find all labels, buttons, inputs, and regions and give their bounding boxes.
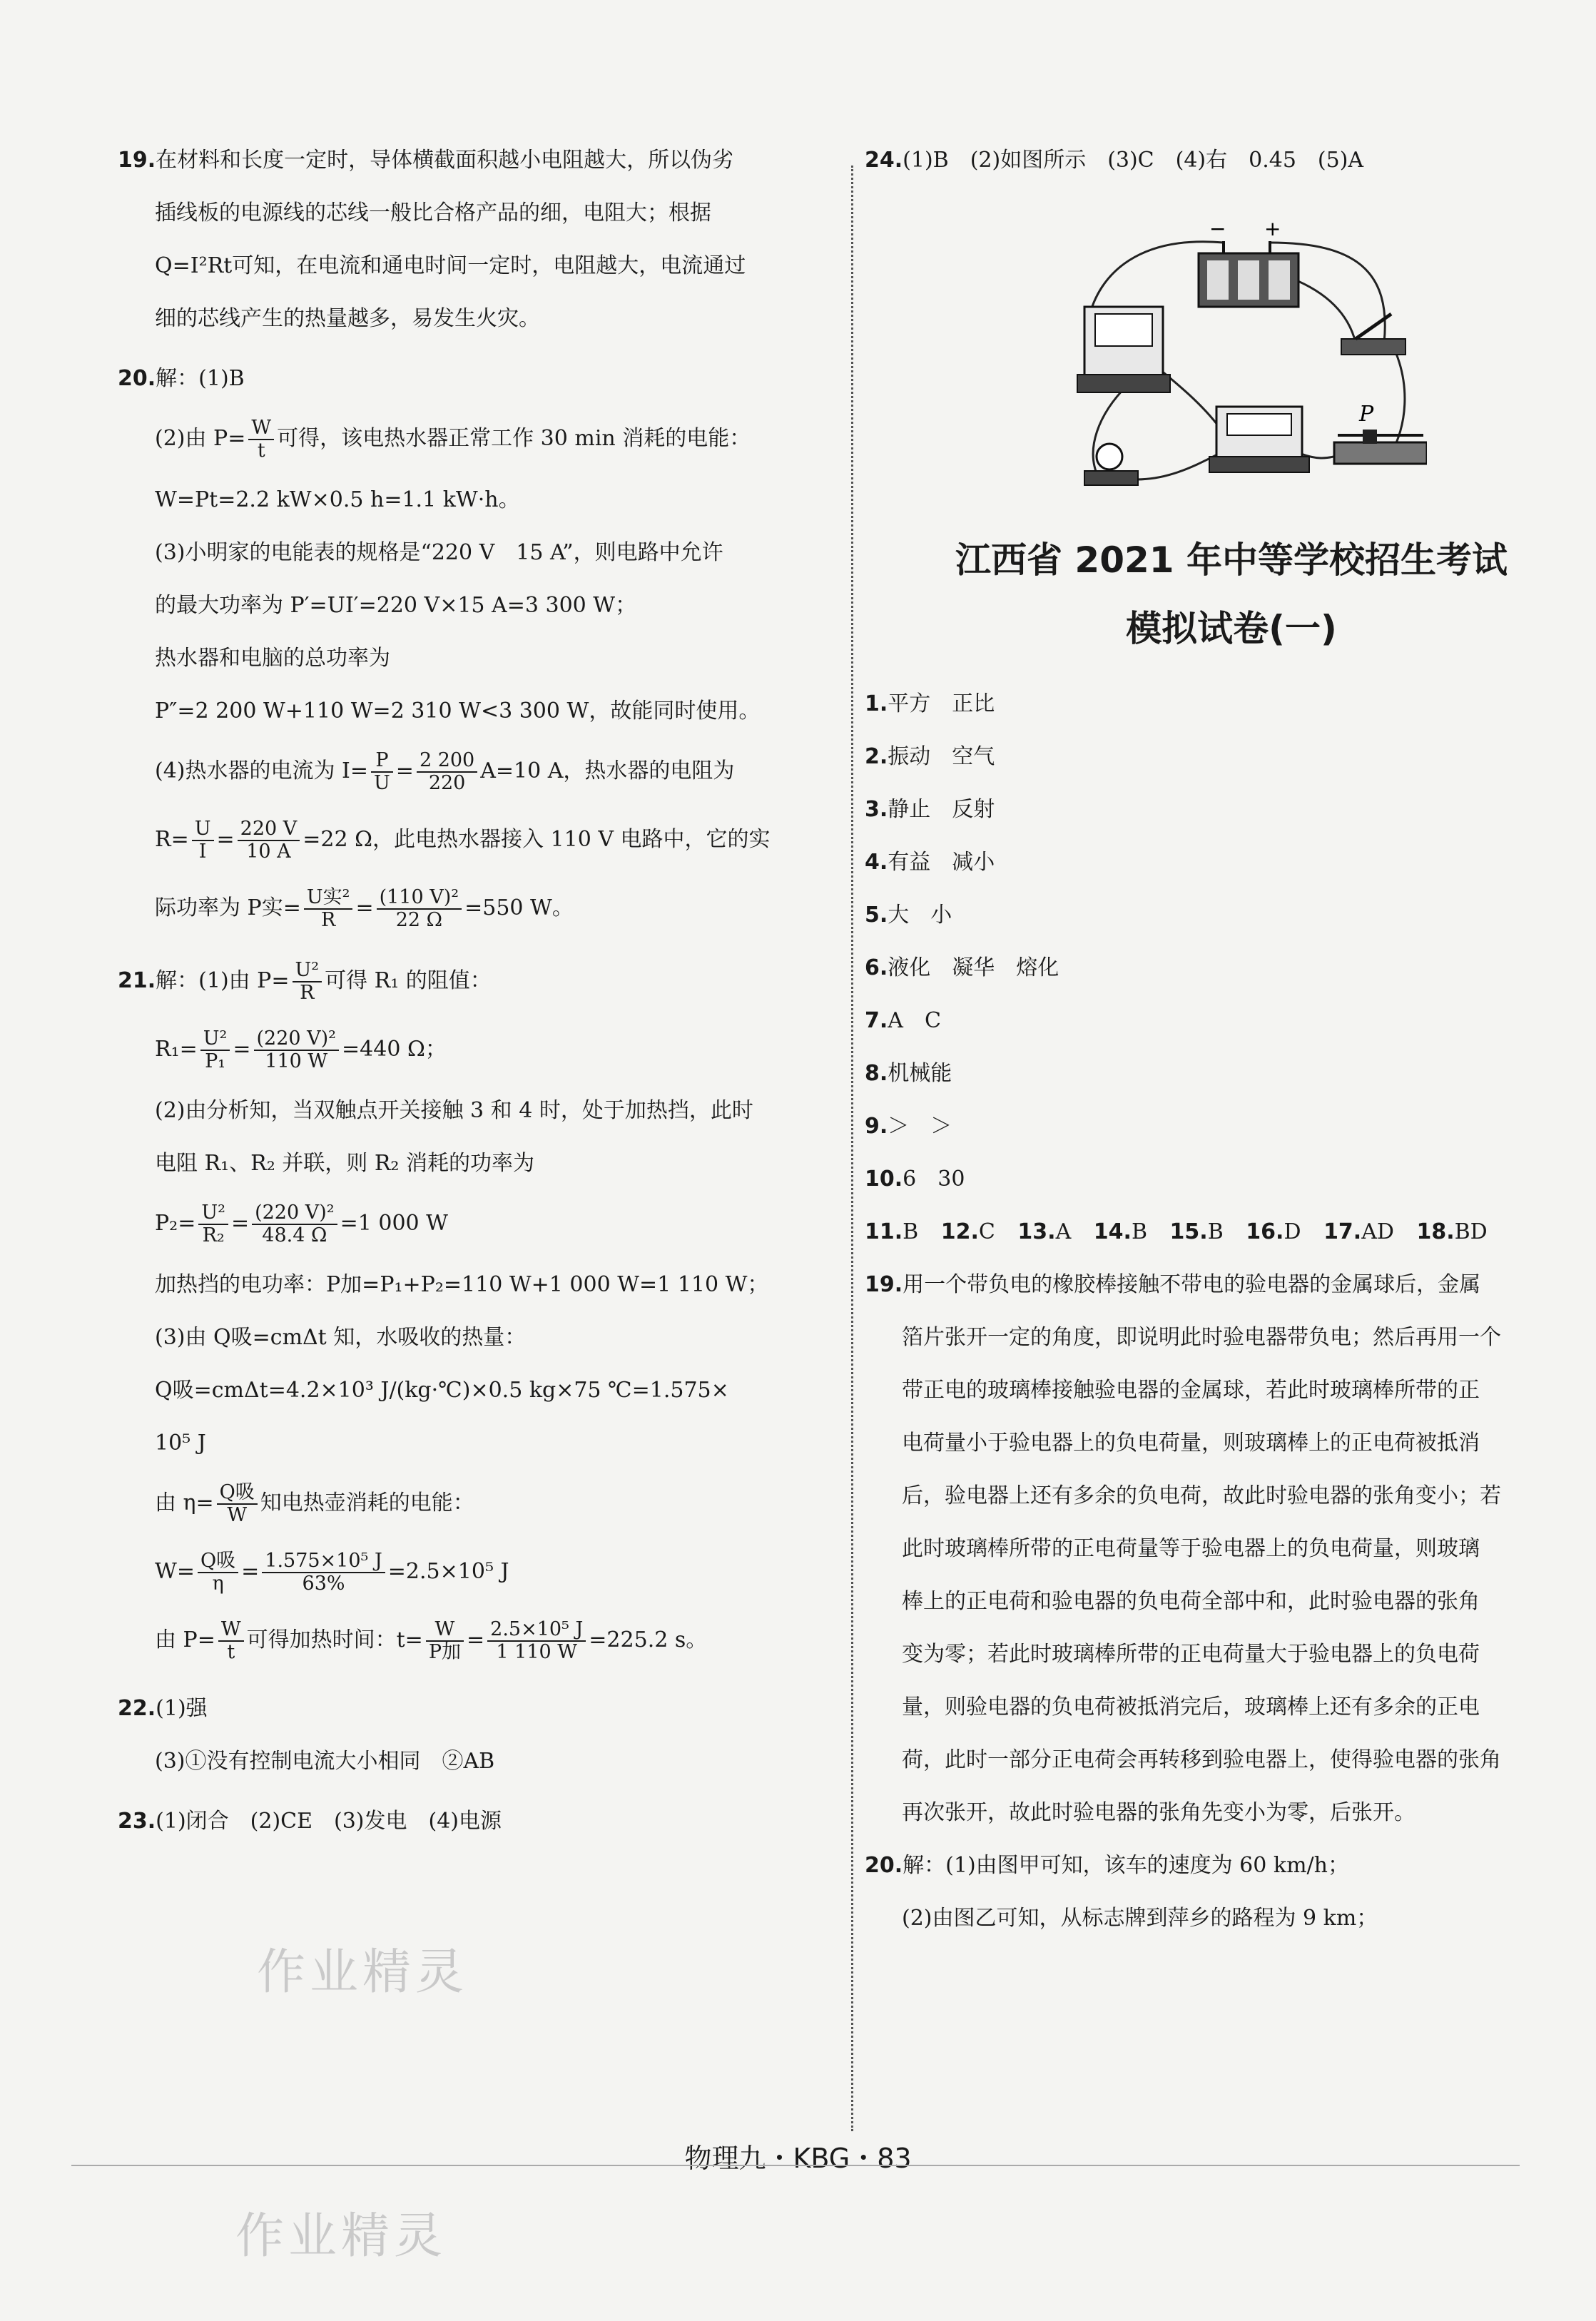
answer-line: (3)小明家的电能表的规格是“220 V 15 A”，则电路中允许 (155, 540, 723, 565)
ammeter-icon (1209, 407, 1309, 472)
question-number: 2. (865, 744, 888, 769)
question-21-left (118, 960, 845, 1663)
text: = (233, 1037, 251, 1062)
text: 可得 R₁ 的阻值： (325, 968, 492, 993)
answer-text: 大 小 (888, 903, 952, 928)
denominator: W (227, 1504, 248, 1526)
answer-line: (2)由分析知，当双触点开关接触 3 和 4 时，处于加热挡，此时 (155, 1098, 753, 1123)
question-number: 19. (118, 148, 156, 173)
fraction (377, 887, 462, 931)
choice-answer: A (1055, 1219, 1072, 1244)
formula-line (118, 1028, 845, 1072)
denominator: 22 Ω (395, 909, 443, 931)
denominator: 110 W (265, 1050, 328, 1072)
answer-line: (2)由图乙可知，从标志牌到萍乡的路程为 9 km； (902, 1906, 1378, 1931)
formula-line (118, 417, 845, 462)
question-number: 12. (940, 1219, 979, 1244)
denominator: P加 (428, 1641, 461, 1663)
answer-line: 的最大功率为 P′=UI′=220 V×15 A=3 300 W； (155, 593, 637, 618)
answer-line: Q=I²Rt可知，在电流和通电时间一定时，电阻越大，电流通过 (155, 253, 746, 278)
text: 际功率为 P实= (155, 895, 301, 920)
numerator: (220 V)² (254, 1028, 340, 1051)
question-number: 3. (865, 797, 888, 822)
numerator: U (192, 818, 214, 841)
fraction (417, 750, 477, 794)
answer-line: 量，则验电器的负电荷被抵消完后，玻璃棒上还有多余的正电 (902, 1695, 1480, 1720)
numerator: U² (200, 1028, 230, 1051)
fraction (200, 1028, 230, 1072)
answer-line: 细的芯线产生的热量越多，易发生火灾。 (155, 306, 540, 331)
text: =225.2 s。 (589, 1627, 708, 1652)
question-number: 8. (865, 1061, 888, 1086)
answer-text: 振动 空气 (888, 744, 995, 769)
denominator: 220 (428, 772, 466, 794)
question-number: 15. (1169, 1219, 1208, 1244)
question-number: 13. (1017, 1219, 1056, 1244)
text: = (241, 1559, 260, 1584)
numerator: 2 200 (417, 750, 477, 773)
choice-answer: B (1131, 1219, 1147, 1244)
answer-line: P″=2 200 W+110 W=2 310 W<3 300 W，故能同时使用。 (155, 699, 761, 723)
answer-line: 箔片张开一定的角度，即说明此时验电器带负电；然后再用一个 (902, 1325, 1501, 1350)
answer-line: (1)B (2)如图所示 (3)C (4)右 0.45 (5)A (903, 148, 1364, 173)
negative-terminal-label: − (1209, 217, 1226, 240)
numerator: (220 V)² (252, 1202, 337, 1225)
denominator: η (212, 1573, 224, 1595)
choice-answer: C (978, 1219, 995, 1244)
fraction (252, 1202, 337, 1246)
answer-line: 后，验电器上还有多余的负电荷，故此时验电器的张角变小；若 (902, 1483, 1501, 1508)
slider-label: P (1359, 402, 1374, 427)
text: 可得，该电热水器正常工作 30 min 消耗的电能： (277, 426, 751, 451)
denominator: 63% (302, 1573, 345, 1595)
answer-text: A C (888, 1008, 941, 1033)
denominator: R (300, 982, 315, 1004)
choice-answer: B (1207, 1219, 1224, 1244)
fill-in-answers (865, 690, 1596, 1194)
text: =1 000 W (340, 1211, 449, 1236)
battery-icon (1199, 241, 1298, 307)
left-column (118, 146, 845, 1836)
choice-answer: AD (1361, 1219, 1394, 1244)
answer-line: 电荷量小于验电器上的负电荷量，则玻璃棒上的正电荷被抵消 (902, 1431, 1480, 1456)
question-22-left (118, 1695, 845, 1776)
numerator: U实² (304, 887, 353, 910)
answer-text: 液化 凝华 熔化 (888, 955, 1059, 980)
question-number: 4. (865, 850, 888, 875)
answer-line: 棒上的正电荷和验电器的负电荷全部中和，此时验电器的张角 (902, 1589, 1480, 1614)
fraction (487, 1619, 586, 1663)
denominator: I (198, 840, 207, 863)
numerator: W (218, 1619, 244, 1642)
text: = (467, 1627, 485, 1652)
fraction (304, 887, 353, 931)
formula-line (118, 1550, 845, 1595)
answer-line: (3)①没有控制电流大小相同 ②AB (155, 1749, 495, 1774)
denominator: t (227, 1641, 235, 1663)
formula-line (118, 818, 845, 863)
numerator: Q吸 (217, 1482, 258, 1505)
answer-text: 6 30 (903, 1167, 965, 1192)
answer-line: Q吸=cmΔt=4.2×10³ J/(kg·℃)×0.5 kg×75 ℃=1.575× (155, 1378, 729, 1403)
page-footer: 物理九・KBG・83 (684, 2143, 912, 2174)
formula-line (118, 1619, 845, 1663)
text: (2)由 P= (155, 426, 246, 451)
question-23-left (118, 1807, 845, 1836)
formula-line (118, 1482, 845, 1526)
text: =550 W。 (464, 895, 574, 920)
answer-line: 荷，此时一部分正电荷会再转移到验电器上，使得验电器的张角 (902, 1747, 1501, 1772)
text: (4)热水器的电流为 I= (155, 758, 369, 783)
numerator: U² (198, 1202, 228, 1225)
answer-line: (1)强 (156, 1696, 208, 1721)
question-19-right (865, 1271, 1596, 1827)
text: =22 Ω，此电热水器接入 110 V 电路中，它的实 (303, 827, 771, 852)
question-number: 20. (865, 1853, 903, 1878)
text: W= (155, 1559, 195, 1584)
fraction (371, 750, 393, 794)
text: A=10 A，热水器的电阻为 (480, 758, 735, 783)
question-number: 5. (865, 903, 888, 928)
answer-text: 静止 反射 (888, 797, 995, 822)
formula-line (118, 960, 845, 1004)
text: R₁= (155, 1037, 198, 1062)
answer-line: 10⁵ J (155, 1431, 206, 1456)
positive-terminal-label: + (1264, 217, 1281, 240)
multiple-choice-answers (865, 1218, 1596, 1246)
answer-line: 热水器和电脑的总功率为 (155, 646, 390, 671)
text: 可得加热时间：t= (246, 1627, 423, 1652)
fraction (254, 1028, 340, 1072)
answer-text: ＞ ＞ (888, 1114, 952, 1139)
answer-line: 用一个带负电的橡胶棒接触不带电的验电器的金属球后，金属 (903, 1272, 1481, 1297)
fraction (192, 818, 214, 863)
numerator: 1.575×10⁵ J (262, 1550, 385, 1573)
exam-title: 江西省 2021 年中等学校招生考试 (955, 539, 1508, 581)
question-19-left (118, 146, 845, 333)
numerator: 220 V (238, 818, 300, 841)
fraction (238, 818, 300, 863)
choice-answer: B (903, 1219, 919, 1244)
rheostat-icon (1334, 430, 1427, 464)
fraction (198, 1550, 238, 1595)
denominator: U (374, 772, 390, 794)
numerator: Q吸 (198, 1550, 238, 1573)
question-number: 20. (118, 366, 156, 391)
question-number: 22. (118, 1696, 156, 1721)
answer-line: W=Pt=2.2 kW×0.5 h=1.1 kW·h。 (155, 487, 520, 512)
numerator: W (248, 417, 274, 440)
text: P₂= (155, 1211, 196, 1236)
question-number: 9. (865, 1114, 888, 1139)
answer-line: 解：(1)由图甲可知，该车的速度为 60 km/h； (903, 1853, 1349, 1878)
question-number: 16. (1246, 1219, 1284, 1244)
formula-line (118, 1202, 845, 1246)
footer-rule (71, 2165, 1520, 2166)
answer-line: 插线板的电源线的芯线一般比合格产品的细，电阻大；根据 (155, 200, 711, 225)
text: 解：(1)由 P= (156, 968, 290, 993)
question-number: 7. (865, 1008, 888, 1033)
question-number: 24. (865, 148, 903, 173)
circuit-diagram (1056, 214, 1427, 509)
switch-icon (1341, 314, 1406, 355)
question-20-left (118, 365, 845, 931)
question-number: 1. (865, 691, 888, 716)
text: = (395, 758, 414, 783)
voltmeter-icon (1077, 307, 1170, 392)
text: = (216, 827, 235, 852)
choice-answer: BD (1454, 1219, 1488, 1244)
answer-text: 机械能 (888, 1061, 952, 1086)
question-20-right (865, 1852, 1596, 1933)
answer-line: (1)闭合 (2)CE (3)发电 (4)电源 (156, 1809, 502, 1834)
watermark: 作业精灵 (235, 2208, 447, 2265)
denominator: 1 110 W (496, 1641, 578, 1663)
text: = (230, 1211, 250, 1236)
answer-line: 再次张开，故此时验电器的张角先变小为零，后张开。 (902, 1800, 1415, 1825)
choice-answer: D (1284, 1219, 1301, 1244)
denominator: 48.4 Ω (262, 1224, 327, 1246)
answer-line: 解：(1)B (156, 366, 245, 391)
text: =440 Ω； (342, 1037, 447, 1062)
formula-line (118, 887, 845, 931)
question-number: 17. (1323, 1219, 1362, 1244)
numerator: P (371, 750, 393, 773)
question-number: 6. (865, 955, 888, 980)
fraction (293, 960, 322, 1004)
exam-subtitle: 模拟试卷(一) (1126, 608, 1337, 649)
watermark: 作业精灵 (257, 1944, 469, 2001)
question-number: 19. (865, 1272, 903, 1297)
fraction (262, 1550, 385, 1595)
fraction (426, 1619, 464, 1663)
answer-line: 电阻 R₁、R₂ 并联，则 R₂ 消耗的功率为 (155, 1151, 534, 1176)
denominator: R (320, 909, 336, 931)
answer-line: 在材料和长度一定时，导体横截面积越小电阻越大，所以伪劣 (156, 148, 734, 173)
text: 知电热壶消耗的电能： (260, 1490, 474, 1515)
answer-line: 加热挡的电功率：P加=P₁+P₂=110 W+1 000 W=1 110 W； (155, 1272, 769, 1297)
numerator: (110 V)² (377, 887, 462, 910)
answer-text: 有益 减小 (888, 850, 995, 875)
numerator: 2.5×10⁵ J (487, 1619, 586, 1642)
formula-line (118, 750, 845, 794)
denominator: 10 A (246, 840, 291, 863)
text: 由 P= (155, 1627, 215, 1652)
denominator: t (257, 440, 265, 462)
text: = (355, 895, 374, 920)
question-number: 14. (1093, 1219, 1132, 1244)
answer-line: (3)由 Q吸=cmΔt 知，水吸收的热量： (155, 1325, 527, 1350)
question-number: 21. (118, 968, 156, 993)
question-number: 23. (118, 1809, 156, 1834)
numerator: W (426, 1619, 464, 1642)
fraction (248, 417, 274, 462)
fraction (217, 1482, 258, 1526)
answer-text: 平方 正比 (888, 691, 995, 716)
denominator: P₁ (205, 1050, 226, 1072)
answer-line: 此时玻璃棒所带的正电荷量等于验电器上的负电荷量，则玻璃 (902, 1536, 1480, 1561)
fraction (218, 1619, 244, 1663)
column-divider (851, 166, 853, 2131)
answer-line: 变为零；若此时玻璃棒所带的正电荷量大于验电器上的负电荷 (902, 1642, 1480, 1667)
fraction (198, 1202, 228, 1246)
question-number: 11. (865, 1219, 903, 1244)
text: 由 η= (155, 1490, 214, 1515)
question-number: 18. (1416, 1219, 1455, 1244)
text: =2.5×10⁵ J (387, 1559, 509, 1584)
denominator: R₂ (202, 1224, 225, 1246)
numerator: U² (293, 960, 322, 982)
question-number: 10. (865, 1167, 903, 1192)
text: R= (155, 827, 189, 852)
answer-line: 带正电的玻璃棒接触验电器的金属球，若此时玻璃棒所带的正 (902, 1378, 1480, 1403)
